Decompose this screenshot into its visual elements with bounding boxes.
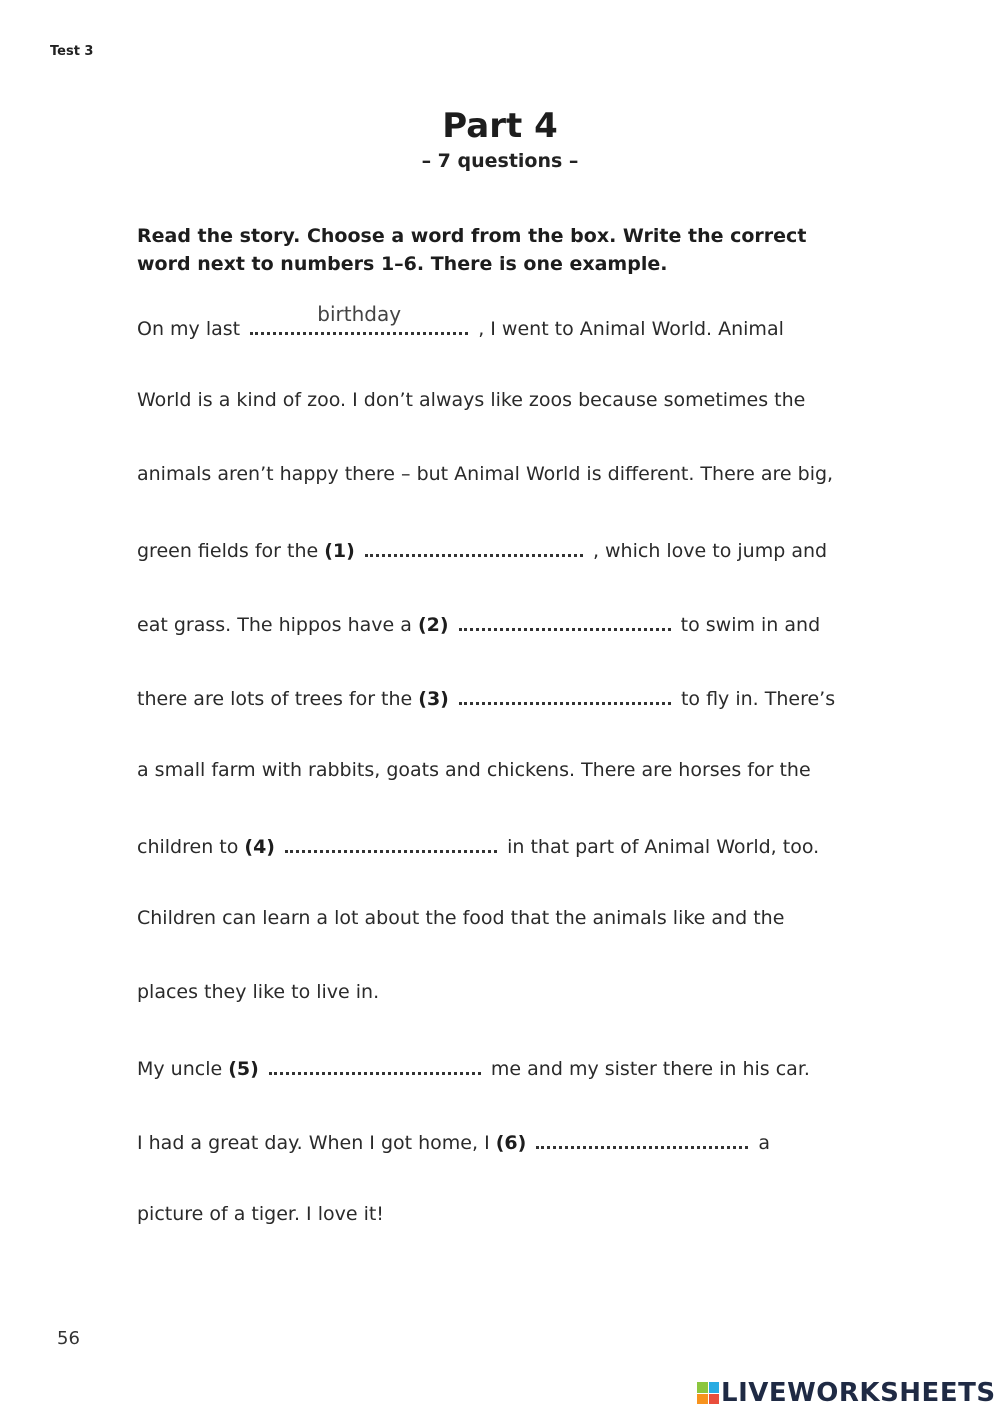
story-line-9: Children can learn a lot about the food that the animals like and the — [137, 907, 785, 929]
story-text: green fields for the — [137, 540, 319, 562]
answer-blank-2 — [459, 608, 671, 631]
story-text: in that part of Animal World, too. — [507, 836, 820, 858]
story-line-13: picture of a tiger. I love it! — [137, 1203, 384, 1225]
story-text: to swim in and — [680, 614, 821, 636]
answer-blank-5 — [269, 1052, 481, 1075]
liveworksheets-logo-icon — [697, 1382, 719, 1404]
answer-blank-4 — [285, 830, 497, 853]
story-line-2: World is a kind of zoo. I don’t always like zoos because sometimes the — [137, 389, 806, 411]
question-number-1: (1) — [324, 540, 355, 562]
question-number-6: (6) — [495, 1132, 527, 1154]
instructions: Read the story. Choose a word from the box. Write the correct word next to numbers 1–6. There is one example. — [137, 225, 807, 275]
story-line-5 — [137, 608, 820, 639]
story-text: there are lots of trees for the — [137, 688, 413, 710]
story-text: My uncle — [137, 1058, 223, 1080]
story-line-4 — [137, 534, 827, 565]
answer-input-1[interactable] — [365, 524, 583, 554]
answer-input-6[interactable] — [536, 1116, 748, 1146]
question-number-3: (3) — [418, 688, 449, 710]
story-text: children to — [137, 836, 239, 858]
answer-input-3[interactable] — [459, 672, 671, 702]
story-line-11 — [137, 1052, 810, 1083]
example-blank — [250, 302, 468, 335]
answer-blank-1 — [365, 534, 583, 557]
question-number-4: (4) — [244, 836, 275, 858]
story-line-3: animals aren’t happy there – but Animal World is different. There are big, — [137, 463, 834, 485]
answer-input-5[interactable] — [269, 1042, 481, 1072]
answer-input-4[interactable] — [285, 820, 497, 850]
story-text: me and my sister there in his car. — [490, 1058, 810, 1080]
story-text: a — [758, 1132, 771, 1154]
liveworksheets-logo[interactable] — [697, 1378, 996, 1408]
question-number-5: (5) — [228, 1058, 259, 1080]
story-text: eat grass. The hippos have a — [137, 614, 412, 636]
test-label: Test 3 — [50, 44, 94, 59]
part-subtitle: – 7 questions – — [421, 150, 579, 172]
brand-name: LIVEWORKSHEETS — [721, 1378, 996, 1408]
story-line-7: a small farm with rabbits, goats and chickens. There are horses for the — [137, 759, 811, 781]
answer-blank-3 — [459, 682, 671, 705]
page-number: 56 — [57, 1328, 80, 1349]
story-text: to fly in. There’s — [680, 688, 836, 710]
story-line-1 — [137, 302, 784, 343]
story-line-10: places they like to live in. — [137, 981, 380, 1003]
story-line-12 — [137, 1126, 770, 1157]
story-text: , which love to jump and — [592, 540, 828, 562]
story-text: , I went to Animal World. Animal — [478, 318, 784, 340]
question-number-2: (2) — [417, 614, 449, 636]
story-line-8 — [137, 830, 819, 861]
example-answer: birthday — [317, 302, 402, 326]
story-line-6 — [137, 682, 835, 713]
answer-input-2[interactable] — [459, 598, 671, 628]
story-text: On my last — [137, 318, 241, 340]
answer-blank-6 — [536, 1126, 748, 1149]
part-title: Part 4 — [442, 106, 558, 146]
story-text: I had a great day. When I got home, I — [137, 1132, 490, 1154]
